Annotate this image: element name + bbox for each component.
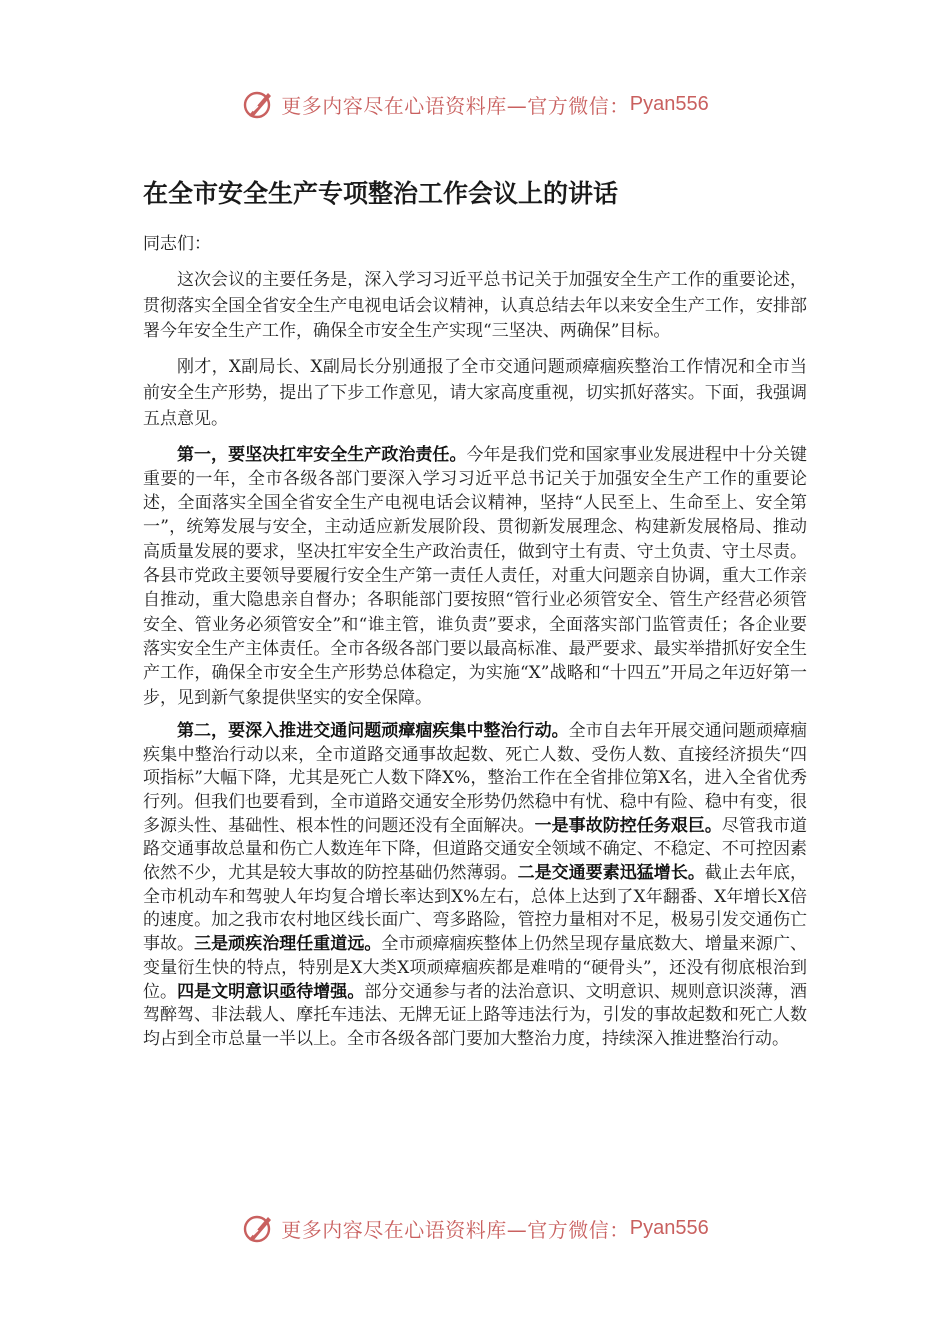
paragraph-text: 刚才，X副局长、X副局长分别通报了全市交通问题顽瘴痼疾整治工作情况和全市当前安全生产形势，提出了下步工作意见，请大家高度重视，切实抓好落实。下面，我强调五点意见。 <box>143 357 807 429</box>
footer-watermark-text: 更多内容尽在心语资料库—官方微信： <box>281 1217 630 1242</box>
paragraph-point-two <box>143 720 807 1052</box>
paragraph-lead: 第一，要坚决扛牢安全生产政治责任。 <box>177 444 467 465</box>
paragraph-text: 尽管我市道路交通事故总量和伤亡人数连年下降，但道路交通安全领域不确定、不稳定、不可控因素依然不少，尤其是较大事故的防控基础仍然薄弱。 <box>143 815 808 884</box>
footer-watermark-handle: Pyan556 <box>629 1216 709 1239</box>
salutation: 同志们： <box>143 234 211 254</box>
pen-logo-icon <box>241 1211 275 1245</box>
paragraph-lead: 第二，要深入推进交通问题顽瘴痼疾集中整治行动。 <box>177 720 569 741</box>
paragraph-briefing <box>143 355 807 432</box>
paragraph-point-one <box>143 443 807 710</box>
paragraph-text: 这次会议的主要任务是，深入学习习近平总书记关于加强安全生产工作的重要论述，贯彻落实全国全省安全生产电视电话会议精神，认真总结去年以来安全生产工作，安排部署今年安全生产工作，确保全市安全生产实现“三坚决、两确保”目标。 <box>143 269 807 342</box>
paragraph-text: 全市顽瘴痼疾整体上仍然呈现存量底数大、增量来源广、变量衍生快的特点，特别是X大类X项顽瘴痼疾都是难啃的“硬骨头”，还没有彻底根治到位。 <box>143 934 808 1002</box>
paragraph-text: 全市自去年开展交通问题顽瘴痼疾集中整治行动以来，全市道路交通事故起数、死亡人数、受伤人数、直接经济损失“四项指标”大幅下降，尤其是死亡人数下降X%，整治工作在全省排位第X名，进入全省优秀行列。但我们也要看到，全市道路交通安全形势仍然稳中有忧、稳中有险、稳中有变，很多源头性、基础性、根本性的问题还没有全面解决。 <box>143 720 808 836</box>
header-watermark-banner <box>0 84 950 124</box>
paragraph-intro <box>143 268 807 345</box>
header-watermark-handle: Pyan556 <box>629 92 709 115</box>
sub-point-heading: 四是文明意识亟待增强。 <box>177 981 365 1002</box>
sub-point-heading: 一是事故防控任务艰巨。 <box>534 815 722 836</box>
pen-logo-icon <box>241 87 275 121</box>
header-watermark-text: 更多内容尽在心语资料库—官方微信： <box>281 93 630 118</box>
footer-watermark-banner <box>0 1208 950 1248</box>
paragraph-text: 部分交通参与者的法治意识、文明意识、规则意识淡薄，酒驾醉驾、非法载人、摩托车违法、无牌无证上路等违法行为，引发的事故起数和死亡人数均占到全市总量一半以上。全市各级各部门要加大整治力度，持续深入推进整治行动。 <box>143 981 808 1049</box>
paragraph-text: 截止去年底，全市机动车和驾驶人年均复合增长率达到X%左右，总体上达到了X年翻番、X年增长X倍的速度。加之我市农村地区线长面广、弯多路险，管控力量相对不足，极易引发交通伤亡事故。 <box>143 863 808 955</box>
document-title: 在全市安全生产专项整治工作会议上的讲话 <box>143 179 619 208</box>
document-body <box>143 232 807 1062</box>
sub-point-heading: 二是交通要素迅猛增长。 <box>517 863 705 884</box>
paragraph-text: 今年是我们党和国家事业发展进程中十分关键重要的一年，全市各级各部门要深入学习习近平总书记关于加强安全生产工作的重要论述，全面落实全国全省安全生产电视电话会议精神，坚持“人民至上、生命至上、安全第一”，统筹发展与安全，主动适应新发展阶段、贯彻新发展理念、构建新发展格局、推动高质量发展的要求，坚决扛牢安全生产政治责任，做到守土有责、守土负责、守土尽责。各县市党政主要领导要履行安全生产第一责任人责任，对重大问题亲自协调，重大工作亲自推动，重大隐患亲自督办；各职能部门要按照“管行业必须管安全、管生产经营必须管安全、管业务必须管安全”和“谁主管，谁负责”要求，全面落实部门监管责任；各企业要落实安全生产主体责任。全市各级各部门要以最高标准、最严要求、最实举措抓好安全生产工作，确保全市安全生产形势总体稳定，为实施“X”战略和“十四五”开局之年迈好第一步，见到新气象提供坚实的安全保障。 <box>143 444 808 708</box>
sub-point-heading: 三是顽疾治理任重道远。 <box>194 934 382 955</box>
